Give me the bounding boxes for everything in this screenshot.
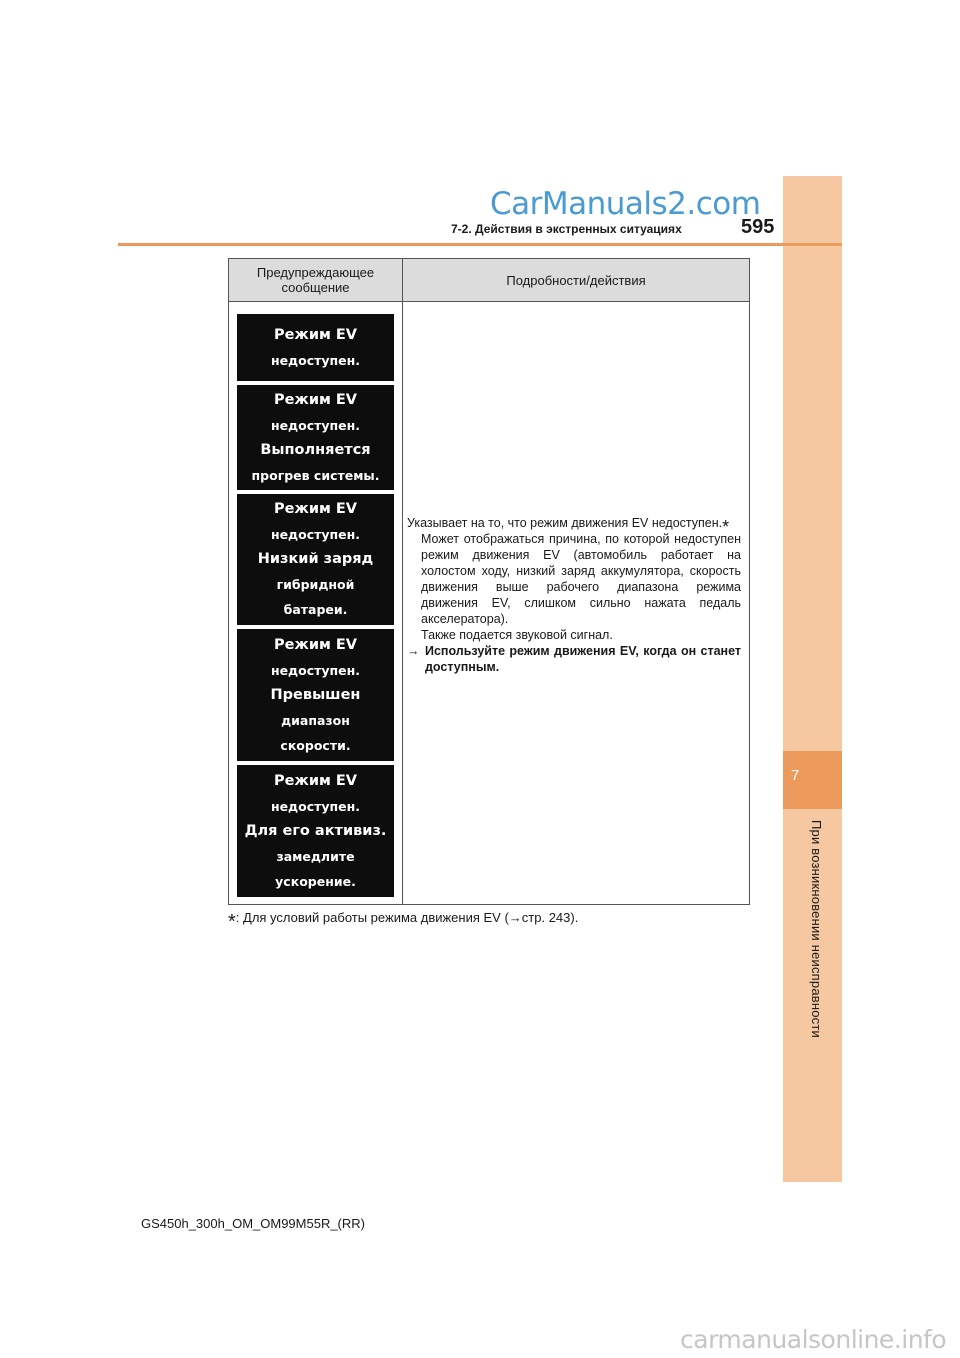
details-reason: Может отображаться причина, по которой недоступен режим движения EV (автомобиль работает на холостом ходу, низкий заряд аккумулятора, скорость движения выше рабочего диапазона режима движения EV, слишком сильно нажата педаль акселератора). [421, 532, 741, 626]
warning-display-2 [237, 385, 394, 490]
table-header [229, 259, 749, 302]
warning-display-3 [237, 494, 394, 625]
header-watermark: CarManuals2.com [490, 186, 761, 222]
arrow-icon: → [407, 644, 420, 658]
display-line: недоступен. [270, 662, 361, 678]
display-line: недоступен. [270, 798, 361, 814]
display-line: недоступен. [270, 527, 361, 542]
display-line: Режим EV [273, 772, 358, 789]
warning-message-table [228, 258, 750, 905]
display-line: замедлите [276, 848, 355, 864]
display-line: Режим EV [273, 636, 358, 653]
col-header-message: Предупреждающее сообщение [256, 265, 375, 295]
display-line: прогрев системы. [251, 467, 380, 483]
display-line: Выполняется [260, 441, 371, 458]
header-rule [118, 243, 842, 246]
display-line: скорости. [280, 737, 351, 753]
display-line: Режим EV [273, 391, 358, 408]
details-intro-text: Указывает на то, что режим движения EV недоступен. [407, 516, 723, 530]
display-line: Для его активиз. [244, 822, 387, 839]
warning-display-1 [237, 314, 394, 381]
details-cell [407, 515, 741, 675]
details-sound: Также подается звуковой сигнал. [421, 628, 613, 642]
chapter-number: 7 [791, 767, 800, 784]
chapter-number-box [783, 751, 842, 809]
display-line: батареи. [283, 602, 348, 617]
col-header-details: Подробности/действия [506, 272, 646, 288]
display-line: диапазон [281, 712, 350, 728]
footnote-mark: * [228, 911, 236, 933]
display-line: Низкий заряд [257, 551, 374, 567]
page-number: 595 [741, 216, 775, 238]
display-line: Превышен [270, 686, 361, 703]
display-line: Режим EV [273, 326, 358, 343]
document-code: GS450h_300h_OM_OM99M55R_(RR) [141, 1216, 365, 1231]
footnote-text: : Для условий работы режима движения EV (→стр. 243). [235, 910, 579, 925]
warning-display-4 [237, 629, 394, 761]
warning-display-5 [237, 765, 394, 897]
bottom-watermark: carmanualsonline.info [680, 1325, 947, 1354]
display-line: недоступен. [270, 417, 361, 433]
display-line: гибридной [276, 577, 355, 592]
display-line: Режим EV [273, 501, 358, 517]
details-action-text: Используйте режим движения EV, когда он станет доступным. [425, 644, 741, 674]
details-action [407, 643, 741, 675]
display-line: недоступен. [270, 352, 361, 368]
column-divider [402, 259, 403, 904]
footnote-mark: * [722, 517, 730, 537]
footnote [228, 910, 579, 933]
details-intro [407, 515, 741, 537]
section-title: 7-2. Действия в экстренных ситуациях [451, 222, 682, 236]
chapter-title-vertical: При возникновении неисправности [809, 820, 824, 1038]
display-line: ускорение. [275, 873, 356, 889]
